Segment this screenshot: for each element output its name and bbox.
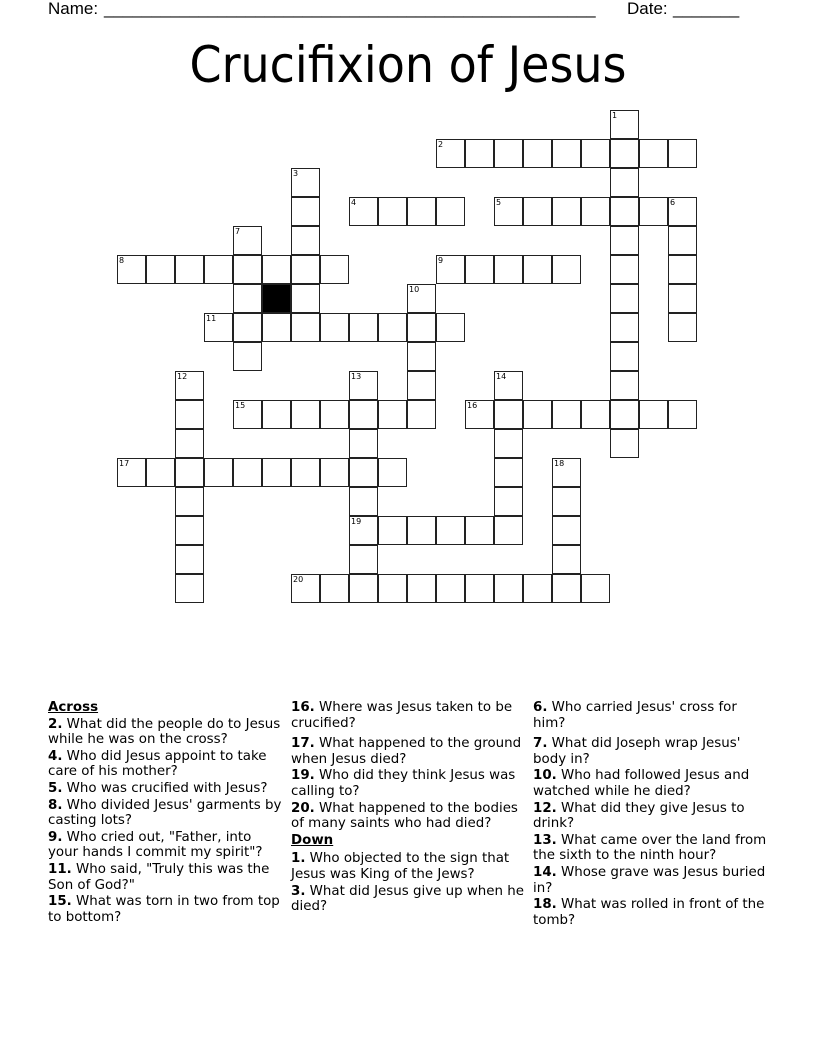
crossword-cell[interactable] — [552, 255, 581, 284]
crossword-cell[interactable] — [378, 574, 407, 603]
clue-number: 11. — [48, 861, 72, 877]
crossword-cell[interactable] — [233, 255, 262, 284]
crossword-cell[interactable] — [552, 574, 581, 603]
date-field[interactable]: _______ — [673, 0, 740, 18]
clue-number: 5. — [48, 780, 63, 796]
crossword-cell[interactable] — [523, 139, 552, 168]
across-heading: Across — [48, 700, 99, 715]
clue-text: Whose grave was Jesus buried in? — [533, 864, 766, 896]
crossword-cell[interactable] — [610, 371, 639, 400]
crossword-cell[interactable] — [494, 255, 523, 284]
crossword-cell[interactable] — [523, 400, 552, 429]
clue-across-15 — [48, 894, 283, 925]
clue-text: Who had followed Jesus and watched while he died? — [533, 768, 750, 799]
clue-number-label: 14 — [496, 372, 507, 381]
crossword-cell[interactable] — [639, 400, 668, 429]
crossword-cell[interactable] — [581, 400, 610, 429]
crossword-cell[interactable] — [494, 487, 523, 516]
clue-number: 14. — [533, 864, 557, 880]
crossword-cell[interactable] — [378, 313, 407, 342]
clue-number: 3. — [291, 883, 306, 899]
crossword-cell[interactable] — [668, 313, 697, 342]
clue-across-8 — [48, 798, 283, 829]
crossword-cell[interactable] — [349, 400, 378, 429]
clue-number-label: 18 — [554, 459, 565, 468]
clue-down-3 — [291, 884, 526, 915]
crossword-cell[interactable] — [552, 400, 581, 429]
black-cell — [262, 284, 291, 313]
crossword-cell[interactable] — [349, 313, 378, 342]
crossword-cell[interactable] — [349, 487, 378, 516]
crossword-cell[interactable] — [610, 429, 639, 458]
crossword-cell[interactable] — [233, 342, 262, 371]
clue-number-label: 1 — [612, 111, 618, 120]
crossword-cell[interactable] — [175, 545, 204, 574]
crossword-cell[interactable] — [291, 197, 320, 226]
crossword-cell[interactable] — [465, 139, 494, 168]
clue-text: Who did Jesus appoint to take care of his mother? — [48, 748, 267, 780]
clue-down-12 — [533, 801, 773, 832]
crossword-cell[interactable] — [233, 400, 262, 429]
clue-across-17 — [291, 736, 526, 767]
crossword-cell[interactable] — [581, 197, 610, 226]
crossword-cell[interactable] — [552, 197, 581, 226]
clue-number-label: 7 — [235, 227, 241, 236]
clue-number: 6. — [533, 700, 548, 715]
clue-down-18 — [533, 897, 773, 928]
crossword-cell[interactable] — [610, 400, 639, 429]
crossword-cell[interactable] — [349, 371, 378, 400]
crossword-cell[interactable] — [146, 458, 175, 487]
crossword-cell[interactable] — [494, 574, 523, 603]
clue-number: 19. — [291, 768, 315, 784]
clue-number-label: 13 — [351, 372, 362, 381]
clue-text: What did Jesus give up when he died? — [291, 883, 525, 915]
clue-number: 17. — [291, 736, 315, 752]
crossword-cell[interactable] — [204, 458, 233, 487]
crossword-cell[interactable] — [262, 400, 291, 429]
clue-down-6 — [533, 700, 773, 731]
crossword-cell[interactable] — [175, 371, 204, 400]
clue-text: What was rolled in front of the tomb? — [533, 897, 765, 928]
clue-number: 20. — [291, 800, 315, 816]
clue-number-label: 17 — [119, 459, 130, 468]
crossword-cell[interactable] — [320, 458, 349, 487]
date-label: Date: — [627, 0, 668, 18]
crossword-cell[interactable] — [233, 226, 262, 255]
clue-text: What came over the land from the sixth to the ninth hour? — [533, 832, 767, 864]
crossword-cell[interactable] — [668, 226, 697, 255]
name-field[interactable]: ____________________________________________________ — [104, 0, 596, 18]
down-heading: Down — [291, 832, 334, 848]
crossword-cell[interactable] — [552, 545, 581, 574]
crossword-cell[interactable] — [407, 197, 436, 226]
crossword-cell[interactable] — [378, 400, 407, 429]
clue-number-label: 15 — [235, 401, 246, 410]
crossword-cell[interactable] — [175, 255, 204, 284]
crossword-cell[interactable] — [494, 458, 523, 487]
clue-text: What did the people do to Jesus while he was on the cross? — [48, 716, 281, 748]
clue-number-label: 12 — [177, 372, 188, 381]
clue-number-label: 19 — [351, 517, 362, 526]
crossword-cell[interactable] — [407, 400, 436, 429]
crossword-cell[interactable] — [407, 574, 436, 603]
crossword-cell[interactable] — [262, 313, 291, 342]
clue-number-label: 10 — [409, 285, 420, 294]
crossword-cell[interactable] — [436, 313, 465, 342]
clue-text: What did Joseph wrap Jesus' body in? — [533, 736, 741, 767]
crossword-cell[interactable] — [668, 284, 697, 313]
crossword-cell[interactable] — [523, 197, 552, 226]
clue-number: 18. — [533, 897, 557, 913]
crossword-cell[interactable] — [639, 197, 668, 226]
crossword-cell[interactable] — [610, 139, 639, 168]
crossword-cell[interactable] — [291, 255, 320, 284]
clue-number-label: 4 — [351, 198, 357, 207]
clue-text: Who was crucified with Jesus? — [66, 780, 268, 796]
clues-column-1 — [48, 700, 283, 926]
crossword-cell[interactable] — [291, 458, 320, 487]
crossword-cell[interactable] — [320, 574, 349, 603]
crossword-grid — [117, 110, 697, 603]
crossword-cell[interactable] — [610, 226, 639, 255]
crossword-cell[interactable] — [436, 139, 465, 168]
crossword-cell[interactable] — [291, 574, 320, 603]
clue-number: 13. — [533, 832, 557, 848]
crossword-cell[interactable] — [494, 139, 523, 168]
crossword-cell[interactable] — [436, 574, 465, 603]
crossword-cell[interactable] — [175, 487, 204, 516]
crossword-cell[interactable] — [668, 139, 697, 168]
clues-column-2 — [291, 700, 526, 916]
crossword-cell[interactable] — [552, 487, 581, 516]
crossword-cell[interactable] — [610, 110, 639, 139]
crossword-cell[interactable] — [610, 197, 639, 226]
crossword-cell[interactable] — [465, 574, 494, 603]
crossword-cell[interactable] — [465, 255, 494, 284]
clue-across-5 — [48, 781, 283, 797]
crossword-cell[interactable] — [204, 255, 233, 284]
clue-text: Who divided Jesus' garments by casting lots? — [48, 797, 282, 829]
crossword-cell[interactable] — [610, 255, 639, 284]
clue-text: Who did they think Jesus was calling to? — [291, 768, 516, 799]
crossword-cell[interactable] — [175, 400, 204, 429]
clue-text: Who objected to the sign that Jesus was King of the Jews? — [291, 851, 510, 882]
crossword-cell[interactable] — [407, 284, 436, 313]
crossword-cell[interactable] — [494, 371, 523, 400]
clue-across-4 — [48, 749, 283, 780]
clue-down-7 — [533, 736, 773, 767]
crossword-cell[interactable] — [581, 574, 610, 603]
crossword-cell[interactable] — [552, 139, 581, 168]
crossword-cell[interactable] — [407, 371, 436, 400]
clue-number-label: 20 — [293, 575, 304, 584]
clues-column-3 — [533, 700, 773, 929]
crossword-cell[interactable] — [465, 400, 494, 429]
clue-number: 12. — [533, 800, 557, 816]
crossword-cell[interactable] — [349, 545, 378, 574]
clue-text: What happened to the bodies of many saints who had died? — [291, 800, 518, 832]
crossword-cell[interactable] — [175, 429, 204, 458]
crossword-cell[interactable] — [436, 197, 465, 226]
clue-number-label: 3 — [293, 169, 299, 178]
crossword-cell[interactable] — [552, 458, 581, 487]
crossword-cell[interactable] — [349, 429, 378, 458]
crossword-cell[interactable] — [233, 284, 262, 313]
clue-text: Where was Jesus taken to be crucified? — [291, 700, 513, 731]
crossword-cell[interactable] — [262, 255, 291, 284]
crossword-cell[interactable] — [320, 400, 349, 429]
clue-number-label: 8 — [119, 256, 125, 265]
clue-number: 16. — [291, 700, 315, 715]
clue-number-label: 11 — [206, 314, 217, 323]
crossword-cell[interactable] — [436, 516, 465, 545]
clue-across-2 — [48, 717, 283, 748]
crossword-cell[interactable] — [349, 516, 378, 545]
crossword-cell[interactable] — [349, 197, 378, 226]
crossword-cell[interactable] — [668, 400, 697, 429]
crossword-cell[interactable] — [233, 458, 262, 487]
crossword-cell[interactable] — [610, 284, 639, 313]
clue-text: What happened to the ground when Jesus died? — [291, 736, 522, 767]
clue-number: 2. — [48, 716, 63, 732]
crossword-cell[interactable] — [291, 226, 320, 255]
page-title: Crucifixion of Jesus — [189, 36, 627, 94]
crossword-cell[interactable] — [175, 458, 204, 487]
crossword-cell[interactable] — [349, 458, 378, 487]
crossword-cell[interactable] — [117, 255, 146, 284]
name-label: Name: — [48, 0, 99, 18]
clue-number: 7. — [533, 736, 548, 752]
crossword-cell[interactable] — [291, 313, 320, 342]
crossword-cell[interactable] — [349, 574, 378, 603]
crossword-cell[interactable] — [610, 342, 639, 371]
crossword-cell[interactable] — [494, 429, 523, 458]
crossword-cell[interactable] — [320, 313, 349, 342]
clue-down-1 — [291, 851, 526, 882]
clue-number-label: 2 — [438, 140, 444, 149]
crossword-cell[interactable] — [320, 255, 349, 284]
clue-number-label: 9 — [438, 256, 444, 265]
crossword-cell[interactable] — [436, 255, 465, 284]
crossword-cell[interactable] — [639, 139, 668, 168]
crossword-cell[interactable] — [117, 458, 146, 487]
clue-across-9 — [48, 830, 283, 861]
clue-text: What was torn in two from top to bottom? — [48, 894, 280, 925]
crossword-cell[interactable] — [378, 458, 407, 487]
clue-number: 4. — [48, 748, 63, 764]
crossword-cell[interactable] — [552, 516, 581, 545]
clue-text: Who cried out, "Father, into your hands I commit my spirit"? — [48, 829, 263, 861]
clue-number-label: 16 — [467, 401, 478, 410]
clue-number: 8. — [48, 797, 63, 813]
clue-down-13 — [533, 833, 773, 864]
crossword-cell[interactable] — [233, 313, 262, 342]
crossword-cell[interactable] — [523, 574, 552, 603]
crossword-cell[interactable] — [291, 284, 320, 313]
crossword-cell[interactable] — [668, 197, 697, 226]
clue-across-16 — [291, 700, 526, 731]
clue-text: Who carried Jesus' cross for him? — [533, 700, 737, 731]
crossword-cell[interactable] — [494, 197, 523, 226]
clue-number-label: 6 — [670, 198, 676, 207]
crossword-cell[interactable] — [407, 342, 436, 371]
crossword-cell[interactable] — [668, 255, 697, 284]
crossword-cell[interactable] — [175, 516, 204, 545]
crossword-cell[interactable] — [407, 313, 436, 342]
crossword-cell[interactable] — [175, 574, 204, 603]
crossword-cell[interactable] — [146, 255, 175, 284]
clue-number: 1. — [291, 851, 306, 867]
clue-text: What did they give Jesus to drink? — [533, 800, 745, 832]
crossword-cell[interactable] — [523, 255, 552, 284]
clue-down-14 — [533, 865, 773, 896]
crossword-cell[interactable] — [494, 400, 523, 429]
crossword-cell[interactable] — [581, 139, 610, 168]
crossword-cell[interactable] — [378, 197, 407, 226]
clue-number-label: 5 — [496, 198, 502, 207]
clue-across-19 — [291, 768, 526, 799]
crossword-cell[interactable] — [610, 313, 639, 342]
clue-across-20 — [291, 801, 526, 832]
name-date-line — [48, 0, 768, 20]
crossword-cell[interactable] — [610, 168, 639, 197]
crossword-cell[interactable] — [291, 400, 320, 429]
crossword-cell[interactable] — [291, 168, 320, 197]
crossword-cell[interactable] — [204, 313, 233, 342]
clue-across-11 — [48, 862, 283, 893]
crossword-cell[interactable] — [494, 516, 523, 545]
clue-number: 15. — [48, 894, 72, 910]
clue-number: 9. — [48, 829, 63, 845]
crossword-cell[interactable] — [407, 516, 436, 545]
crossword-cell[interactable] — [378, 516, 407, 545]
crossword-cell[interactable] — [262, 458, 291, 487]
clue-down-10 — [533, 768, 773, 799]
crossword-cell[interactable] — [465, 516, 494, 545]
clue-number: 10. — [533, 768, 557, 784]
clue-text: Who said, "Truly this was the Son of God?" — [48, 861, 270, 893]
